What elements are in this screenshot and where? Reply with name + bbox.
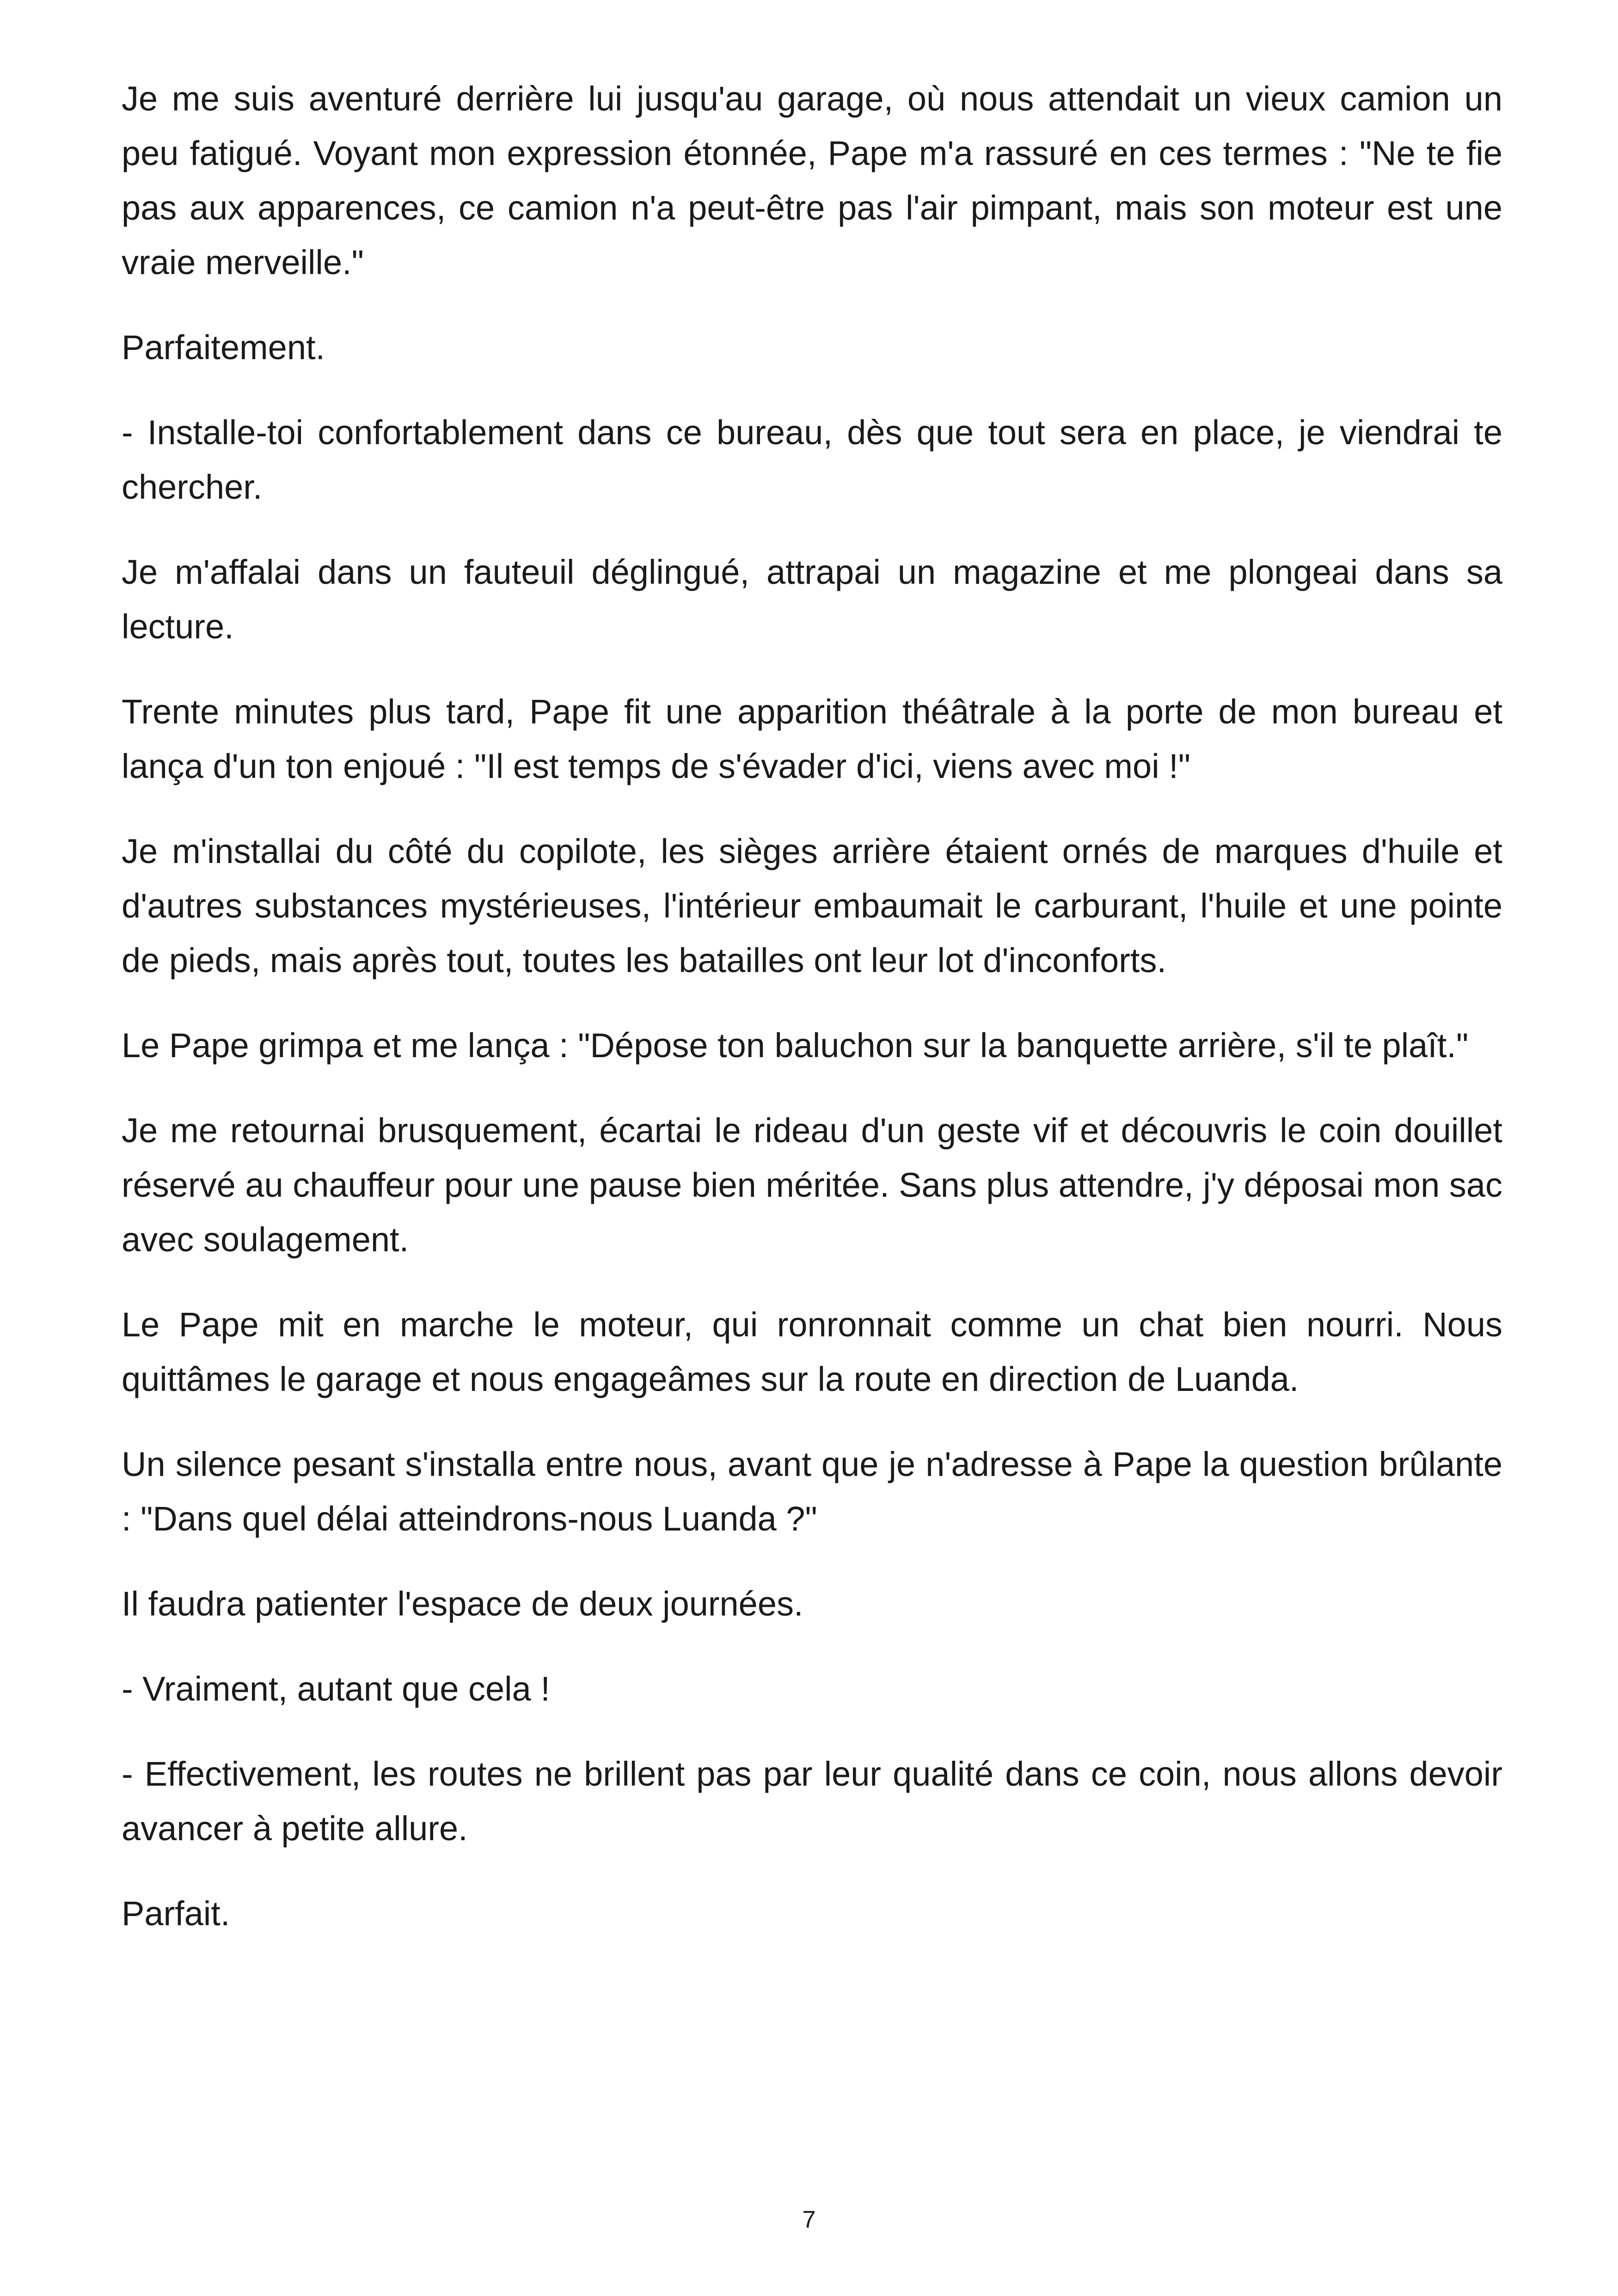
paragraph: - Installe-toi confortablement dans ce bureau, dès que tout sera en place, je viendrai te chercher. bbox=[122, 413, 1502, 506]
paragraph: Le Pape grimpa et me lança : "Dépose ton baluchon sur la banquette arrière, s'il te plaît." bbox=[122, 1026, 1469, 1065]
paragraph: Il faudra patienter l'espace de deux journées. bbox=[122, 1585, 803, 1623]
paragraph: Un silence pesant s'installa entre nous, avant que je n'adresse à Pape la question brûlante : "Dans quel délai atteindrons-nous Luanda ?" bbox=[122, 1445, 1502, 1538]
paragraph: Parfait. bbox=[122, 1894, 230, 1933]
paragraph: Le Pape mit en marche le moteur, qui ronronnait comme un chat bien nourri. Nous quittâmes le garage et nous engageâmes sur la route en direction de Luanda. bbox=[122, 1305, 1502, 1398]
paragraph: - Vraiment, autant que cela ! bbox=[122, 1670, 550, 1708]
paragraph: Je me suis aventuré derrière lui jusqu'au garage, où nous attendait un vieux camion un peu fatigué. Voyant mon expression étonnée, Pape m'a rassuré en ces termes : "Ne te fie pas aux apparences, ce camion n'a peut-être pas l'air pimpant, mais son moteur est une vraie merveille." bbox=[122, 80, 1502, 282]
body-text bbox=[122, 72, 1502, 1971]
paragraph: Je m'affalai dans un fauteuil déglingué, attrapai un magazine et me plongeai dans sa lecture. bbox=[122, 553, 1502, 646]
paragraph: Je me retournai brusquement, écartai le rideau d'un geste vif et découvris le coin douillet réservé au chauffeur pour une pause bien méritée. Sans plus attendre, j'y déposai mon sac avec soulagement. bbox=[122, 1111, 1502, 1259]
page-number: 7 bbox=[802, 2206, 816, 2233]
paragraph: Trente minutes plus tard, Pape fit une apparition théâtrale à la porte de mon bureau et lança d'un ton enjoué : "Il est temps de s'évader d'ici, viens avec moi !" bbox=[122, 692, 1502, 785]
paragraph: - Effectivement, les routes ne brillent pas par leur qualité dans ce coin, nous allons devoir avancer à petite allure. bbox=[122, 1755, 1502, 1848]
paragraph: Je m'installai du côté du copilote, les sièges arrière étaient ornés de marques d'huile et d'autres substances mystérieuses, l'intérieur embaumait le carburant, l'huile et une pointe de pieds, mais après tout, toutes les batailles ont leur lot d'inconforts. bbox=[122, 832, 1502, 980]
paragraph: Parfaitement. bbox=[122, 328, 325, 367]
